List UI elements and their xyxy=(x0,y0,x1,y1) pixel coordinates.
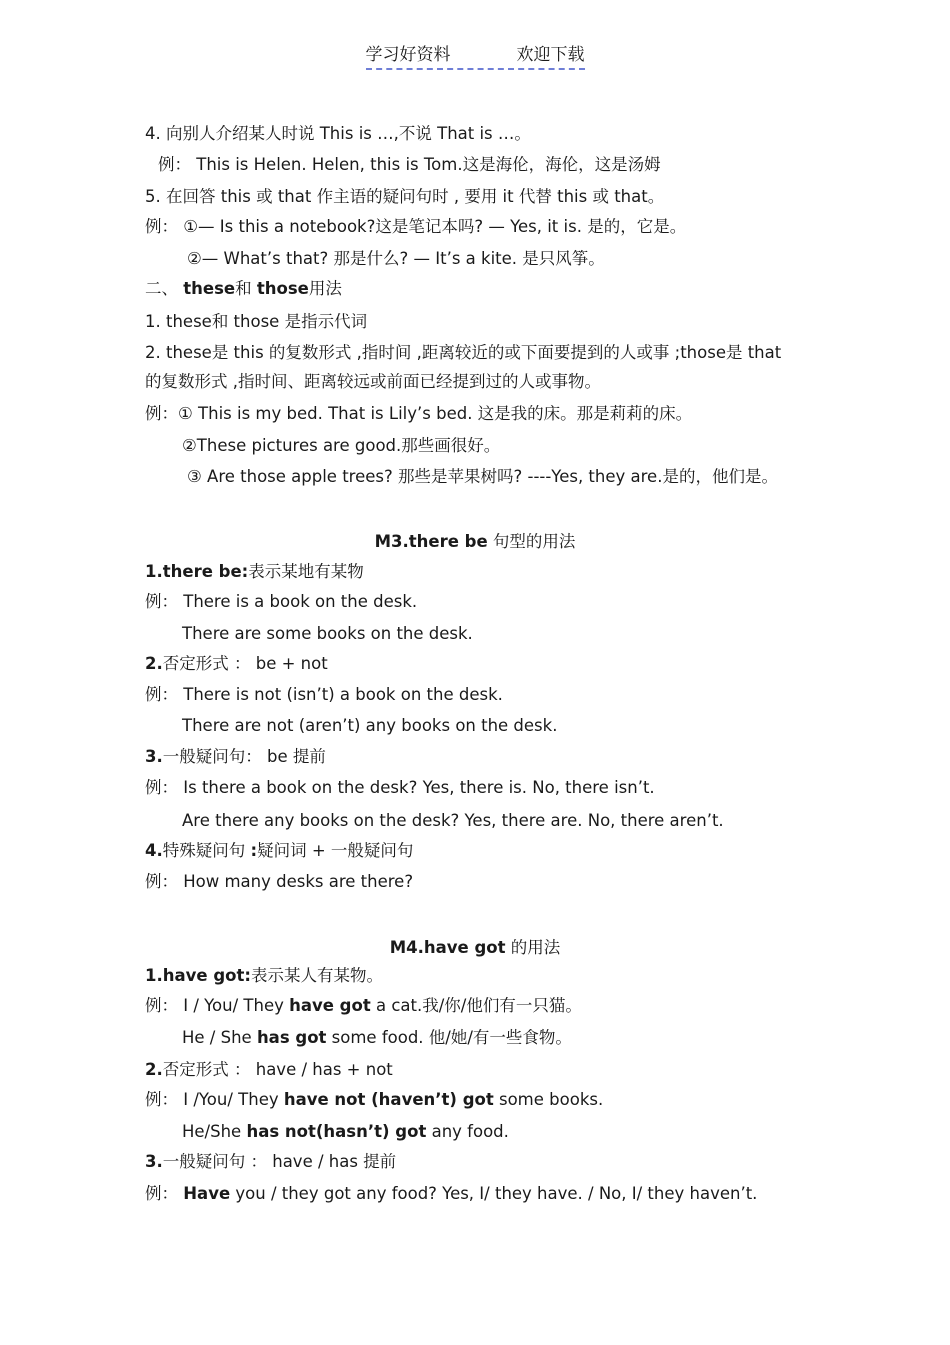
these-example-2: ②These pictures are good.那些画很好。 xyxy=(182,436,501,455)
point-5-example-1: 例： ①— Is this a notebook?这是笔记本吗? — Yes, it is. 是的，它是。 xyxy=(145,217,687,236)
m3-point-1-example-2: There are some books on the desk. xyxy=(182,624,473,643)
m4-point-2-example-2: He/She has not(hasn’t) got any food. xyxy=(182,1122,509,1141)
m4-point-1-example-2: He / She has got some food. 他/她/有一些食物。 xyxy=(182,1028,572,1047)
these-example-1: 例：① This is my bed. That is Lily’s bed. 这是我的床。那是莉莉的床。 xyxy=(145,404,693,423)
these-point-2b: 的复数形式 ,指时间、距离较远或前面已经提到过的人或事物。 xyxy=(145,372,601,391)
page-header xyxy=(0,40,950,70)
m4-point-1: 1.have got:表示某人有某物。 xyxy=(145,966,383,985)
point-5-example-2: ②— What’s that? 那是什么? — It’s a kite. 是只风筝。 xyxy=(187,249,605,268)
m4-point-2: 2.否定形式 ： have / has + not xyxy=(145,1060,393,1079)
m4-point-1-example-1: 例： I / You/ They have got a cat.我/你/他们有一只猫。 xyxy=(145,996,582,1015)
m3-point-4: 4.特殊疑问句 :疑问词 + 一般疑问句 xyxy=(145,841,414,860)
m4-point-3: 3.一般疑问句 ： have / has 提前 xyxy=(145,1152,397,1171)
point-4: 4. 向别人介绍某人时说 This is …,不说 That is …。 xyxy=(145,124,531,143)
m3-point-3: 3.一般疑问句： be 提前 xyxy=(145,747,326,766)
point-5: 5. 在回答 this 或 that 作主语的疑问句时 , 要用 it 代替 this 或 that。 xyxy=(145,187,665,206)
m4-point-3-example: 例： Have you / they got any food? Yes, I/ they have. / No, I/ they haven’t. xyxy=(145,1184,758,1203)
m3-point-4-example: 例： How many desks are there? xyxy=(145,872,414,891)
m3-point-1-example-1: 例： There is a book on the desk. xyxy=(145,592,418,611)
section-2-heading: 二、 these和 those用法 xyxy=(145,279,342,298)
these-point-2a: 2. these是 this 的复数形式 ,指时间 ,距离较近的或下面要提到的人或事 ;those是 that xyxy=(145,343,782,362)
m3-point-2-example-2: There are not (aren’t) any books on the desk. xyxy=(182,716,558,735)
these-example-3: ③ Are those apple trees? 那些是苹果树吗? ----Yes, they are.是的，他们是。 xyxy=(187,467,778,486)
m3-point-3-example-1: 例： Is there a book on the desk? Yes, there is. No, there isn’t. xyxy=(145,778,655,797)
m4-point-2-example-1: 例： I /You/ They have not (haven’t) got some books. xyxy=(145,1090,604,1109)
point-4-example: 例： This is Helen. Helen, this is Tom.这是海伦，海伦，这是汤姆 xyxy=(158,155,661,174)
m4-title: M4.have got 的用法 xyxy=(389,938,561,957)
m3-point-2: 2.否定形式 ： be + not xyxy=(145,654,328,673)
m3-point-2-example-1: 例： There is not (isn’t) a book on the desk. xyxy=(145,685,503,704)
header-right-text: 欢迎下载 xyxy=(516,45,585,65)
header-left-text: 学习好资料 xyxy=(365,45,451,65)
header-underlined xyxy=(366,40,585,70)
m3-point-3-example-2: Are there any books on the desk? Yes, there are. No, there aren’t. xyxy=(182,811,724,830)
m3-title: M3.there be 句型的用法 xyxy=(374,532,576,551)
m3-point-1: 1.there be:表示某地有某物 xyxy=(145,562,364,581)
these-point-1: 1. these和 those 是指示代词 xyxy=(145,312,368,331)
